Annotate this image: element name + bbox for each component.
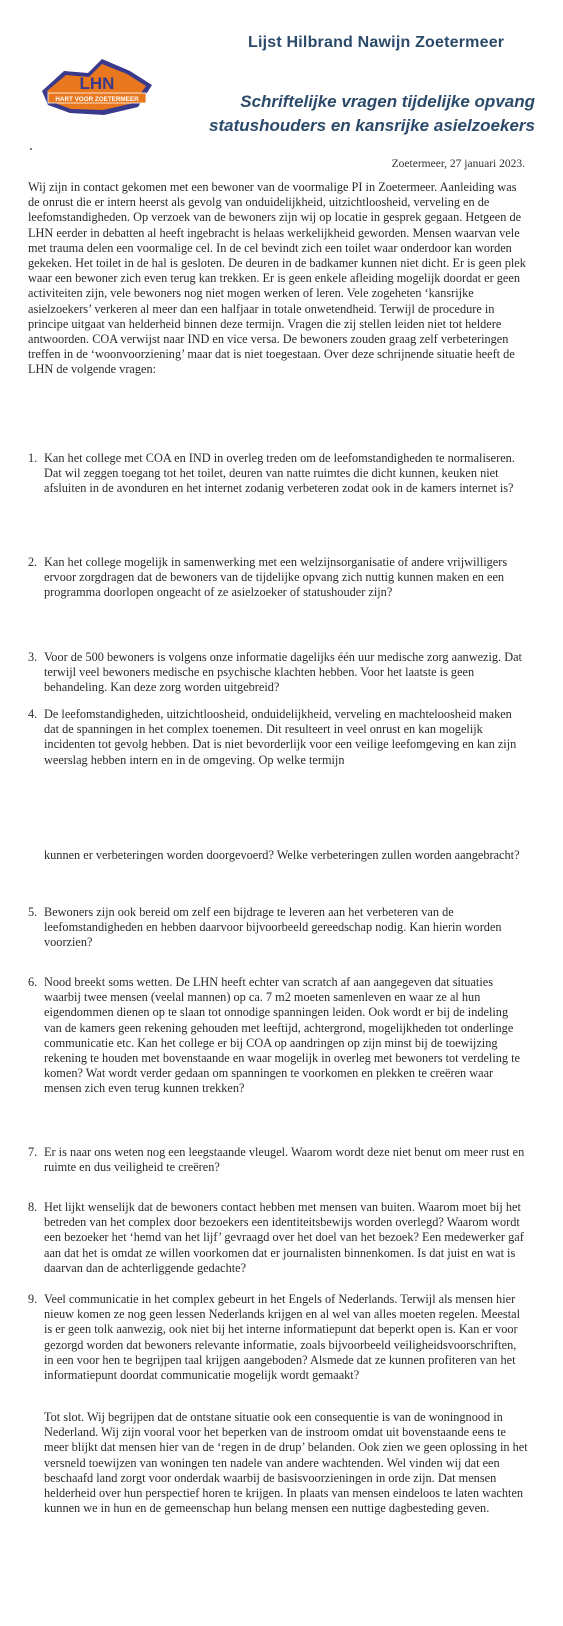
party-name: Lijst Hilbrand Nawijn Zoetermeer: [248, 34, 505, 51]
question-number: 5.: [28, 905, 38, 919]
question-number: 7.: [28, 1145, 38, 1159]
closing-paragraph: Tot slot. Wij begrijpen dat de ontstane situatie ook een consequentie is van de woningnood in Nederland. Wij zijn vooral voor het beperken van de instroom omdat uit bovenstaande eens te meer blijkt dat mensen hier van de ‘regen in de drup’ belanden. Ook zien we geen oplossing in het versneld toewijzen van woningen ten nadele van andere wachtenden. Wel vinden wij dat een beschaafd land zorgt voor onderdak waarbij de basisvoorzieningen in orde zijn. Dat mensen helderheid over hun perspectief horen te krijgen. In plaats van mensen eindeloos te laten wachten kunnen we in hun en de gemeenschap hun belang mensen een nuttige dagbesteding geven.: [44, 1410, 528, 1516]
question-8: Het lijkt wenselijk dat de bewoners contact hebben met mensen van buiten. Waarom moet bij het betreden van het complex door bezoekers een identiteitsbewijs worden overlegd? Waarom wordt een bezoeker het ‘hemd van het lijf’ gevraagd over het doel van het bezoek? Een medewerker gaf aan dat het is omdat ze willen voorkomen dat er journalisten binnenkomen. Is dat juist en wat is daarvan dan de achterliggende gedachte?: [44, 1200, 524, 1275]
question-number: 4.: [28, 707, 38, 721]
bullet-mark: [30, 148, 32, 150]
logo-letters: LHN: [79, 74, 115, 93]
question-number: 9.: [28, 1292, 38, 1306]
question-number: 1.: [28, 451, 38, 465]
logo-tagline: HART VOOR ZOETERMEER: [55, 96, 139, 103]
question-5: Bewoners zijn ook bereid om zelf een bijdrage te leveren aan het verbeteren van de leefomstandigheden en hebben daarvoor bijvoorbeeld gereedschap nodig. Kan hierin worden voorzien?: [44, 905, 502, 950]
question-number: 3.: [28, 650, 38, 664]
title-line-2: statushouders en kansrijke asielzoekers: [209, 116, 535, 135]
lhn-logo: [34, 55, 158, 121]
question-6: Nood breekt soms wetten. De LHN heeft echter van scratch af aan aangegeven dat situaties waarbij twee mensen (veelal mannen) op ca. 7 m2 moeten samenleven en waar ze al hun eigendommen dienen op te slaan tot onnodige spanningen leiden. Ook wordt er bij de indeling van de kamers geen rekening gehouden met leeftijd, achtergrond, mogelijkheden tot onderlinge communicatie etc. Kan het college er bij COA op aandringen op zijn minst bij de toewijzing rekening te houden met bovenstaande en waar mogelijk in overleg met bewoners tot verdeling te komen? Wat wordt verder gedaan om spanningen te voorkomen en plekken te creëren waar mensen zich even terug kunnen trekken?: [44, 975, 521, 1096]
document-title: [150, 90, 535, 138]
question-1: Kan het college met COA en IND in overleg treden om de leefomstandigheden te normaliseren. Dat wil zeggen toegang tot het toilet, deuren van natte ruimtes die dicht kunnen, keuken niet afsluiten in de avonduren en het internet zodanig verbeteren zodat ook in de kamers internet is?: [44, 451, 515, 496]
title-line-1: Schriftelijke vragen tijdelijke opvang: [240, 92, 535, 111]
question-4: De leefomstandigheden, uitzichtloosheid, onduidelijkheid, verveling en machteloosheid maken dat de spanningen in het complex toenemen. Dit resulteert in veel onrust en kan mogelijk incidenten tot gevolg hebben. Dat is niet bevorderlijk voor een veilige leefomgeving en kan zijn weerslag hebben intern en in de omgeving. Op welke termijn: [44, 707, 517, 767]
question-number: 8.: [28, 1200, 38, 1214]
question-3: Voor de 500 bewoners is volgens onze informatie dagelijks één uur medische zorg aanwezig. Dat terwijl veel bewoners medische en psychische klachten hebben. Voor het laatste is geen behandeling. Kan deze zorg worden uitgebreid?: [44, 650, 522, 695]
question-9: Veel communicatie in het complex gebeurt in het Engels of Nederlands. Terwijl als mensen hier nieuw komen ze nog geen lessen Nederlands krijgen en al wel van alles moeten regelen. Meestal is er geen tolk aanwezig, ook niet bij het interne informatiepunt dat beperkt open is. Kan er voor gezorgd worden dat bewoners relevante informatie, zoals bijvoorbeeld veiligheidsvoorschriften, in een voor hen te begrijpen taal krijgen aangeboden? Alsmede dat ze kunnen profiteren van het informatiepunt doordat communicatie mogelijk wordt gemaakt?: [44, 1292, 520, 1383]
question-2: Kan het college mogelijk in samenwerking met een welzijnsorganisatie of andere vrijwilligers ervoor zorgdragen dat de bewoners van de tijdelijke opvang zich nuttig kunnen maken en een programma doorlopen ongeacht of ze asielzoeker of statushouder zijn?: [44, 555, 508, 600]
question-number: 6.: [28, 975, 38, 989]
question-number: 2.: [28, 555, 38, 569]
intro-paragraph: Wij zijn in contact gekomen met een bewoner van de voormalige PI in Zoetermeer. Aanleiding was de onrust die er intern heerst als gevolg van onduidelijkheid, uitzichtloosheid, verveling en de leefomstandigheden. Op verzoek van de bewoners zijn wij op locatie in gesprek gegaan. Hetgeen de LHN eerder in debatten al heeft ingebracht is helaas werkelijkheid geworden. Mensen waarvan vele met trauma delen een voormalige cel. In de cel bevindt zich een toilet waar onderdoor kan worden gekeken. Het toilet in de hal is gesloten. De deuren in de badkamer kunnen niet dicht. Er is geen plek waar een bewoner zich even terug kan trekken. Er is geen enkele afleiding mogelijk doordat er geen activiteiten zijn, vele bewoners nog niet mogen werken of leren. Vele zogeheten ‘kansrijke asielzoekers’ verkeren al meer dan een halfjaar in totale onwetendheid. Terwijl de procedure in principe uitgaat van helderheid binnen deze termijn. Vragen die zij stellen leiden niet tot heldere antwoorden. COA verwijst naar IND en vice versa. De bewoners zouden graag zelf verbeteringen treffen in de ‘woonvoorziening’ maar dat is niet toegestaan. Over deze schrijnende situatie heeft de LHN de volgende vragen:: [28, 180, 526, 377]
document-date: Zoetermeer, 27 januari 2023.: [391, 158, 525, 170]
question-4-continuation: kunnen er verbeteringen worden doorgevoerd? Welke verbeteringen zullen worden aangebracht?: [44, 848, 520, 862]
question-7: Er is naar ons weten nog een leegstaande vleugel. Waarom wordt deze niet benut om meer rust en ruimte en dus veiligheid te creëren?: [44, 1145, 525, 1175]
